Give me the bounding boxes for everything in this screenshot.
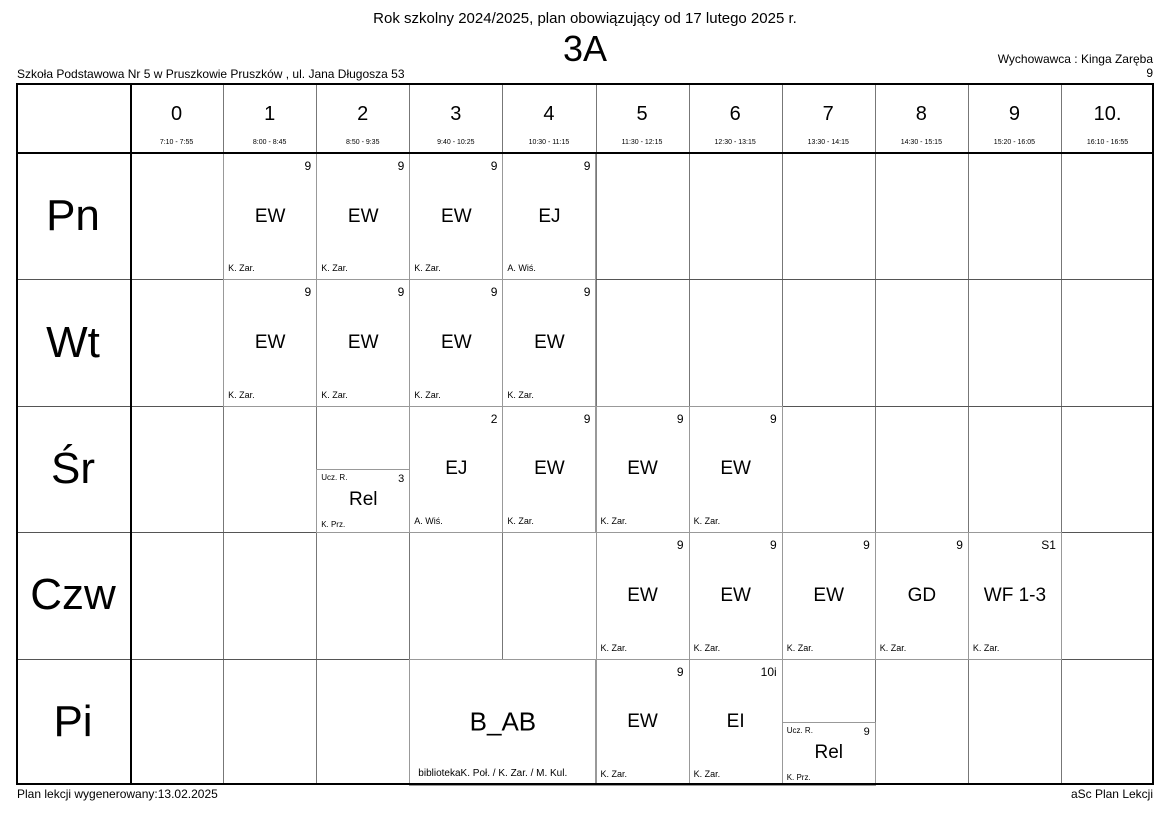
day-label: Śr [51,443,95,493]
lesson-teacher: K. Zar. [321,389,348,400]
period-number: 5 [636,103,648,125]
schedule-title: Rok szkolny 2024/2025, plan obowiązujący od 17 lutego 2025 r. [373,10,797,27]
period-header [502,83,595,153]
lesson-cell[interactable] [502,406,596,533]
lesson-group: Ucz. R. [321,473,348,482]
lesson-cell[interactable] [875,532,969,659]
lesson-room: 9 [397,159,405,173]
lesson-teacher: K. Zar. [507,389,534,400]
lesson-room: 9 [770,538,777,553]
lesson-teacher: K. Zar. [228,389,255,400]
lesson-room: 9 [490,159,498,173]
lesson-subject: B_AB [469,706,537,737]
period-header [596,83,689,153]
period-header [782,83,875,153]
lesson-cell[interactable] [689,532,783,659]
lesson-subject: EJ [445,458,468,480]
lesson-teacher: bibliotekaK. Poł. / K. Zar. / M. Kul. [418,767,568,779]
lesson-cell[interactable] [409,279,503,406]
grid-border [16,83,1154,85]
lesson-cell[interactable] [596,659,690,786]
homeroom-room: 9 [1146,66,1153,80]
lesson-subject: EI [726,711,745,733]
period-number: 4 [543,103,555,125]
lesson-cell[interactable] [782,722,876,786]
period-time: 14:30 - 15:15 [900,139,942,146]
lesson-teacher: A. Wiś. [414,516,443,527]
lesson-teacher: K. Prz. [786,772,811,782]
grid-border [1152,83,1154,785]
lesson-teacher: K. Zar. [972,642,1000,653]
lesson-teacher: K. Zar. [414,389,441,400]
day-label: Pi [53,696,93,746]
day-row-header [16,659,130,785]
lesson-room: 9 [397,285,405,300]
lesson-room: 2 [490,411,498,426]
period-number: 9 [1008,103,1020,125]
lesson-room: 9 [583,411,591,426]
day-label: Wt [46,317,100,367]
class-name: 3A [562,28,608,69]
period-number: 10. [1093,103,1122,125]
software-credit: aSc Plan Lekcji [1070,787,1153,801]
timetable-grid [16,83,1154,785]
lesson-subject: EW [347,205,379,227]
lesson-room: 9 [676,411,684,426]
grid-line [968,83,969,785]
period-header [409,83,502,153]
lesson-cell[interactable] [409,406,503,533]
lesson-teacher: K. Zar. [879,642,907,653]
lesson-room: 9 [583,159,591,173]
day-row-header [16,532,130,658]
period-header [968,83,1061,153]
lesson-room: 9 [863,538,870,553]
lesson-group: Ucz. R. [786,725,813,735]
homeroom-teacher: Wychowawca : Kinga Zaręba [997,52,1153,66]
lesson-subject: EW [813,584,845,606]
lesson-cell[interactable] [409,153,503,280]
lesson-cell[interactable] [502,153,596,280]
lesson-subject: EW [627,711,658,733]
lesson-cell[interactable] [968,532,1062,659]
period-number: 2 [357,103,369,125]
lesson-cell[interactable] [502,279,596,406]
lesson-cell[interactable] [689,406,783,533]
header-divider [16,152,1154,154]
day-column-divider [130,83,132,785]
day-row-header [16,153,130,279]
lesson-teacher: K. Zar. [600,516,628,527]
lesson-subject: EW [347,332,379,354]
lesson-room: 9 [490,285,498,300]
lesson-teacher: K. Zar. [507,516,534,527]
period-number: 6 [729,103,741,125]
lesson-cell[interactable] [223,153,317,280]
lesson-subject: EJ [538,205,561,227]
lesson-teacher: K. Zar. [321,263,348,274]
lesson-teacher: K. Prz. [321,520,346,530]
lesson-subject: EW [720,458,751,480]
lesson-subject: EW [534,458,565,480]
grid-line [875,83,876,785]
lesson-teacher: K. Zar. [600,768,628,779]
lesson-cell[interactable] [223,279,317,406]
lesson-subject: EW [441,205,472,227]
period-number: 1 [264,103,276,125]
lesson-subject: EW [627,584,658,606]
period-header [875,83,968,153]
lesson-subject: EW [627,458,658,480]
lesson-teacher: K. Zar. [693,642,721,653]
lesson-cell[interactable] [782,532,876,659]
period-time: 12:30 - 13:15 [714,139,756,146]
period-header [223,83,316,153]
lesson-teacher: K. Zar. [600,642,628,653]
school-name: Szkoła Podstawowa Nr 5 w Pruszkowie Pruszków , ul. Jana Długosza 53 [17,67,405,81]
period-time: 16:10 - 16:55 [1086,139,1129,146]
period-number: 7 [822,103,834,125]
lesson-cell[interactable] [596,532,690,659]
grid-border [16,783,1154,785]
lesson-teacher: K. Zar. [693,516,721,527]
lesson-subject: EW [534,332,565,354]
lesson-teacher: K. Zar. [228,263,255,274]
lesson-cell[interactable] [316,153,410,280]
period-time: 9:40 - 10:25 [437,139,475,146]
period-number: 0 [170,103,183,125]
lesson-teacher: K. Zar. [414,263,441,274]
lesson-room: 9 [863,725,870,738]
period-header [689,83,782,153]
lesson-subject: EW [720,584,751,606]
period-time: 8:00 - 8:45 [252,139,287,146]
lesson-subject: EW [254,205,286,227]
lesson-cell[interactable] [316,279,410,406]
lesson-cell[interactable] [409,659,596,786]
lesson-room: 9 [304,285,312,300]
day-row-header [16,279,130,405]
lesson-cell[interactable] [689,659,783,786]
generated-date: Plan lekcji wygenerowany:13.02.2025 [17,787,218,801]
period-number: 3 [450,103,462,125]
period-time: 15:20 - 16:05 [993,139,1036,146]
lesson-room: 9 [676,538,684,553]
lesson-subject: EW [254,332,286,354]
day-label: Czw [30,570,116,620]
period-time: 13:30 - 14:15 [807,139,849,146]
lesson-subject: WF 1-3 [983,584,1047,606]
period-header [1061,83,1154,153]
lesson-subject: Rel [814,741,843,763]
period-time: 11:30 - 12:15 [621,139,663,146]
period-number: 8 [915,103,927,125]
grid-border [16,83,18,785]
lesson-teacher: A. Wiś. [507,263,536,274]
day-label: Pn [46,191,100,241]
lesson-cell[interactable] [316,469,410,533]
lesson-cell[interactable] [596,406,690,533]
period-time: 8:50 - 9:35 [346,139,380,146]
grid-line [1061,83,1062,785]
lesson-room: S1 [1041,538,1056,553]
period-header [316,83,409,153]
lesson-subject: GD [907,584,937,606]
lesson-room: 9 [676,664,684,679]
period-time: 7:10 - 7:55 [159,139,194,146]
period-header [130,83,223,153]
lesson-subject: Rel [348,488,378,510]
lesson-room: 3 [398,473,405,485]
lesson-subject: EW [441,332,472,354]
lesson-room: 10i [760,664,777,679]
lesson-teacher: K. Zar. [693,768,721,779]
period-time: 10:30 - 11:15 [528,139,570,146]
lesson-room: 9 [304,159,312,173]
lesson-room: 9 [583,285,591,300]
lesson-teacher: K. Zar. [786,642,814,653]
day-row-header [16,406,130,532]
lesson-room: 9 [956,538,963,553]
lesson-room: 9 [770,411,777,426]
